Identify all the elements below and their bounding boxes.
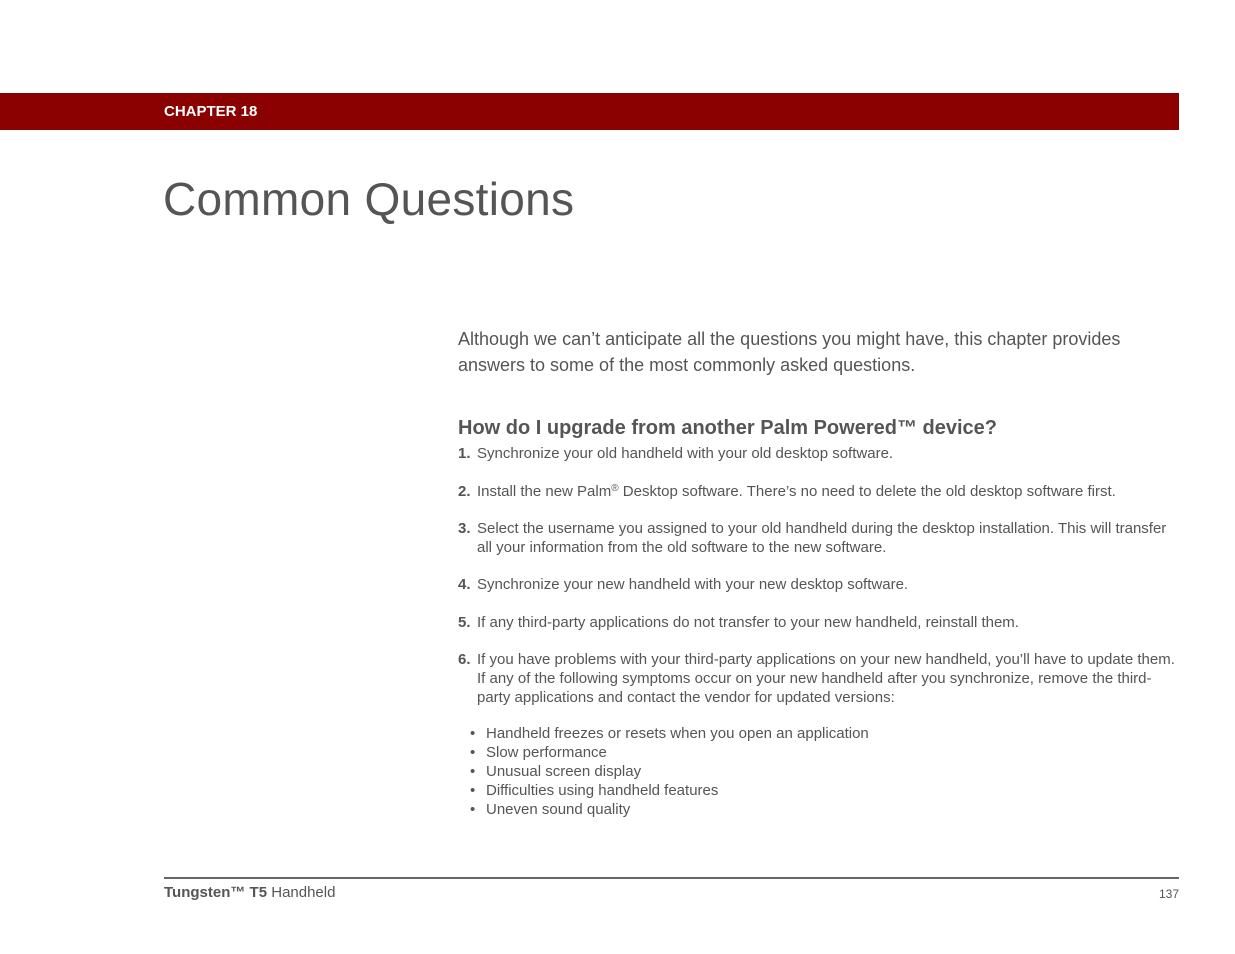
step-3 [458, 519, 1173, 557]
list-item-text: Difficulties using handheld features [486, 782, 719, 799]
chapter-header-bar [0, 93, 1179, 130]
page-number: 137 [1158, 887, 1179, 901]
bullet-icon: • [470, 744, 476, 761]
list-item-text: Handheld freezes or resets when you open an application [486, 725, 869, 742]
step-1 [458, 444, 1188, 463]
step-2 [458, 482, 1188, 501]
step-text: If you have problems with your third-party applications on your new handheld, you’ll have to update them. If any of the following symptoms occur on your new handheld after you synchronize, remove the third-party applications and contact the vendor for updated versions: [477, 651, 1175, 706]
bullet-icon: • [470, 725, 476, 742]
list-item [470, 800, 869, 819]
chapter-label: CHAPTER 18 [164, 103, 258, 120]
bullet-icon: • [470, 801, 476, 818]
bullet-icon: • [470, 782, 476, 799]
step-text: Select the username you assigned to your old handheld during the desktop installation. This will transfer all your information from the old software to the new software. [477, 520, 1167, 556]
list-item-text: Uneven sound quality [486, 801, 631, 818]
list-item-text: Slow performance [486, 744, 607, 761]
step-6 [458, 650, 1176, 707]
step-5 [458, 613, 1188, 632]
list-item-text: Unusual screen display [486, 763, 642, 780]
footer-product-rest: Handheld [267, 884, 336, 901]
step-number: 6. [458, 651, 471, 668]
section-heading: How do I upgrade from another Palm Powered™ device? [458, 417, 997, 439]
registered-mark: ® [611, 483, 619, 494]
footer-product-name [164, 884, 335, 902]
step-number: 1. [458, 445, 471, 462]
step-number: 3. [458, 520, 471, 537]
bullet-icon: • [470, 763, 476, 780]
page-title: Common Questions [163, 173, 575, 225]
step-number: 5. [458, 614, 471, 631]
step-4 [458, 575, 1188, 594]
step-text-before: Install the new Palm [477, 483, 612, 500]
footer-divider [164, 877, 1179, 879]
intro-paragraph: Although we can’t anticipate all the questions you might have, this chapter provides answers to some of the most commonly asked questions. [458, 329, 1121, 375]
list-item [470, 781, 869, 800]
step-text-after: Desktop software. There’s no need to delete the old desktop software first. [618, 483, 1116, 500]
step-text: Synchronize your old handheld with your old desktop software. [477, 445, 894, 462]
list-item [470, 762, 869, 781]
step-text: Synchronize your new handheld with your new desktop software. [477, 576, 909, 593]
list-item [470, 743, 869, 762]
symptoms-list [470, 724, 869, 819]
step-number: 4. [458, 576, 471, 593]
footer-product-bold: Tungsten™ T5 [164, 884, 268, 901]
step-number: 2. [458, 483, 471, 500]
step-text: If any third-party applications do not transfer to your new handheld, reinstall them. [477, 614, 1019, 631]
list-item [470, 724, 869, 743]
